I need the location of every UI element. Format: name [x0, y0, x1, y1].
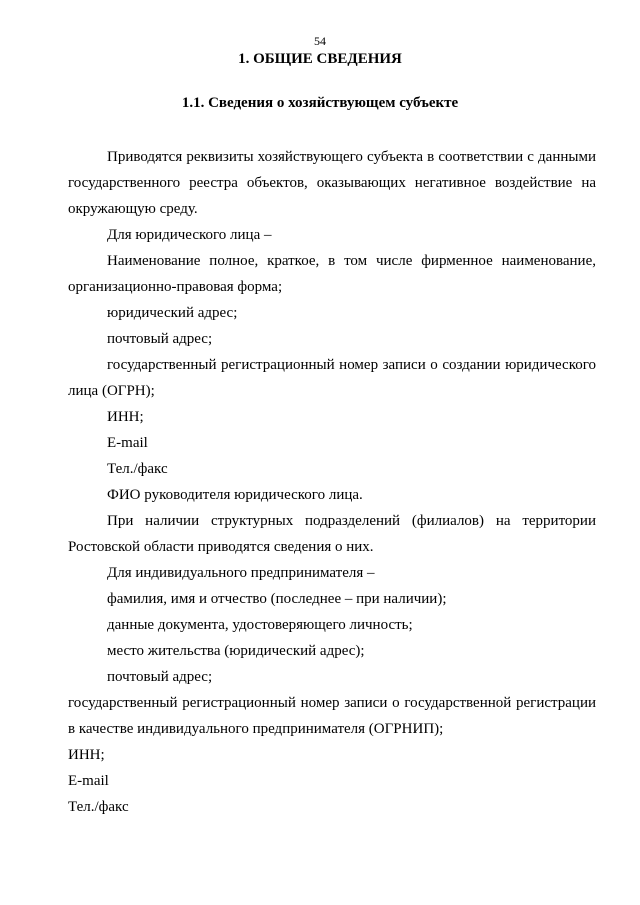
paragraph-director: ФИО руководителя юридического лица. — [107, 487, 363, 503]
paragraph-full-name: фамилия, имя и отчество (последнее – при наличии); — [107, 591, 447, 607]
paragraph-intro: Приводятся реквизиты хозяйствующего субъекта в соответствии с данными государственного реестра объектов, оказывающих негативное воздействие на окружающую среду. — [68, 149, 596, 217]
body-text — [68, 144, 596, 820]
paragraph-ogrn: государственный регистрационный номер записи о создании юридического лица (ОГРН); — [68, 357, 596, 399]
page-number: 54 — [314, 34, 326, 48]
paragraph-phone-fax: Тел./факс — [107, 461, 168, 477]
paragraph-residence: место жительства (юридический адрес); — [107, 643, 365, 659]
paragraph-ie-phone-fax: Тел./факс — [68, 799, 129, 815]
paragraph-postal-address: почтовый адрес; — [107, 331, 213, 347]
paragraph-email: E-mail — [107, 435, 148, 451]
paragraph-id-document: данные документа, удостоверяющего личность; — [107, 617, 413, 633]
paragraph-ie-postal-address: почтовый адрес; — [107, 669, 213, 685]
paragraph-entrepreneur-heading: Для индивидуального предпринимателя – — [107, 565, 375, 581]
paragraph-ie-email: E-mail — [68, 773, 109, 789]
paragraph-branches: При наличии структурных подразделений (филиалов) на территории Ростовской области приводятся сведения о них. — [68, 513, 596, 555]
paragraph-legal-entity-heading: Для юридического лица – — [107, 227, 272, 243]
paragraph-ogrnip: государственный регистрационный номер записи о государственной регистрации в качестве индивидуального предпринимателя (ОГРНИП); — [68, 695, 596, 737]
section-title: 1. ОБЩИЕ СВЕДЕНИЯ — [238, 51, 402, 67]
paragraph-ie-inn: ИНН; — [68, 747, 105, 763]
paragraph-legal-address: юридический адрес; — [107, 305, 238, 321]
paragraph-name: Наименование полное, краткое, в том числе фирменное наименование, организационно-правовая форма; — [68, 253, 596, 295]
subsection-title: 1.1. Сведения о хозяйствующем субъекте — [181, 95, 459, 111]
paragraph-inn: ИНН; — [107, 409, 144, 425]
